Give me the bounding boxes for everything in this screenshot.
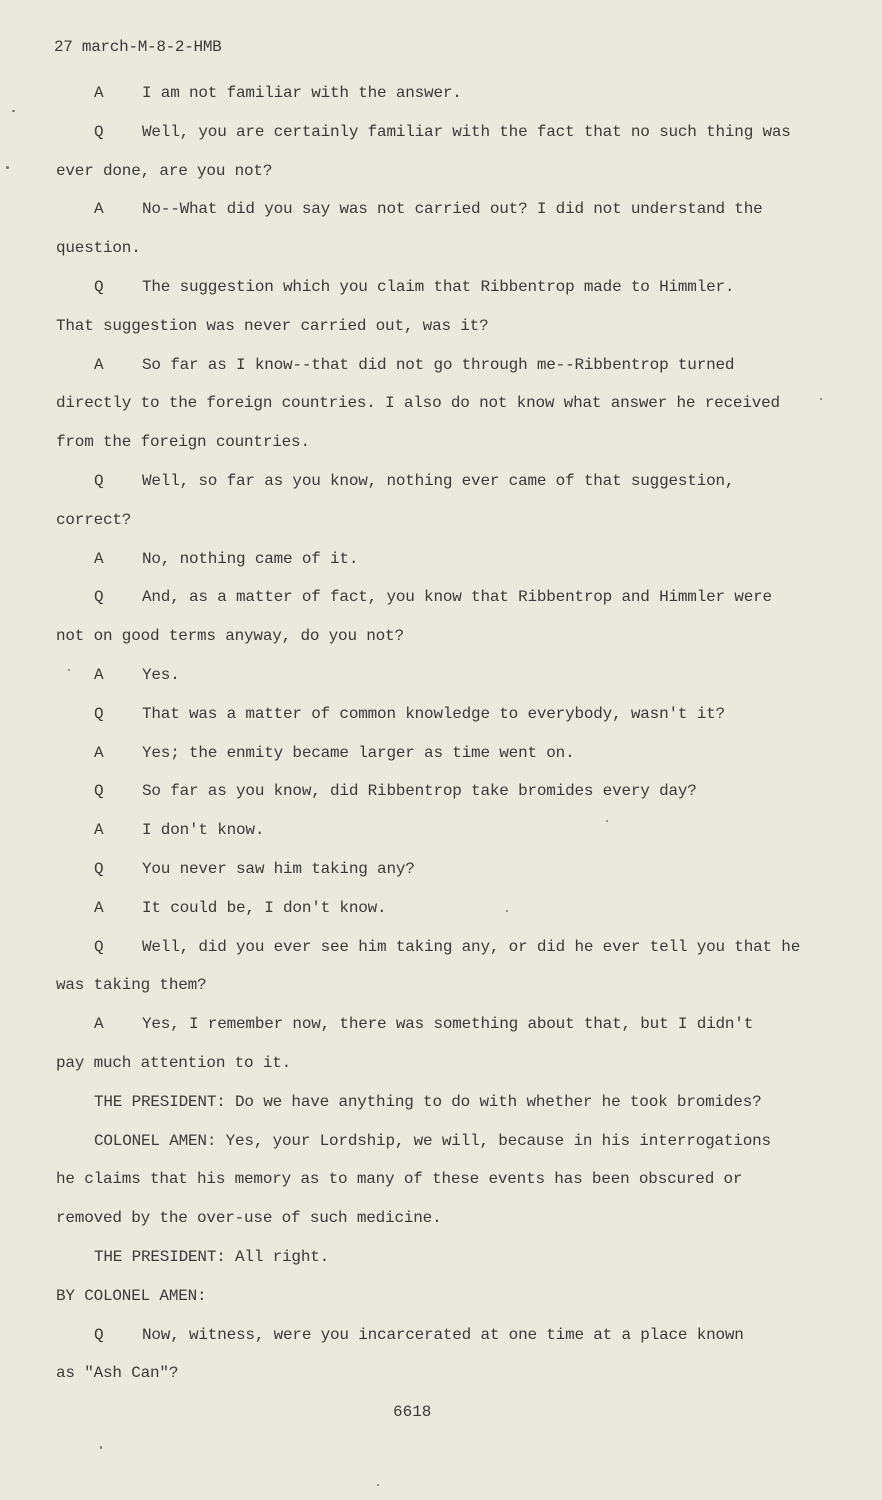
speaker-marker: A: [94, 821, 104, 840]
speaker-marker: Q: [94, 859, 104, 878]
qa-paragraph: [56, 346, 846, 462]
transcript-line: [56, 501, 846, 540]
line-text: Now, witness, were you incarcerated at one time at a place known: [142, 1325, 744, 1344]
line-text: removed by the over-use of such medicine.: [56, 1209, 442, 1228]
transcript-body: [56, 74, 846, 1393]
transcript-line: [56, 384, 846, 423]
line-text: question.: [56, 239, 141, 258]
transcript-line: [56, 966, 846, 1005]
qa-paragraph: [56, 1316, 846, 1394]
page-number: 6618: [393, 1403, 432, 1421]
line-text: So far as you know, did Ribbentrop take bromides every day?: [142, 782, 697, 801]
speech-paragraph: [56, 1238, 846, 1277]
line-text: pay much attention to it.: [56, 1053, 292, 1072]
speaker-marker: Q: [94, 937, 104, 956]
transcript-line: [56, 1238, 846, 1277]
transcript-line: [56, 617, 846, 656]
line-text: correct?: [56, 510, 132, 529]
paper-speck: [100, 1446, 102, 1449]
speaker-marker: A: [94, 743, 104, 762]
transcript-line: [56, 462, 846, 501]
transcript-line: [56, 1354, 846, 1393]
transcript-line: [56, 229, 846, 268]
transcript-line: [56, 1083, 846, 1122]
line-text: Well, did you ever see him taking any, or did he ever tell you that he: [142, 937, 801, 956]
paper-speck: [506, 910, 508, 912]
line-text: The suggestion which you claim that Ribbentrop made to Himmler.: [142, 277, 735, 296]
line-text: No--What did you say was not carried out? I did not understand the: [142, 200, 763, 219]
line-text: Yes.: [142, 665, 180, 684]
line-text: No, nothing came of it.: [142, 549, 359, 568]
qa-paragraph: [56, 734, 846, 773]
line-text: I am not familiar with the answer.: [142, 84, 462, 102]
paper-speck: [820, 398, 822, 400]
qa-paragraph: [56, 578, 846, 656]
speaker-marker: A: [94, 200, 104, 219]
line-text: That suggestion was never carried out, was it?: [56, 316, 489, 335]
transcript-line: [56, 307, 846, 346]
transcript-line: [56, 1199, 846, 1238]
transcript-line: [56, 811, 846, 850]
speaker-marker: A: [94, 665, 104, 684]
line-text: was taking them?: [56, 976, 207, 995]
line-text: directly to the foreign countries. I also do not know what answer he received: [56, 394, 780, 413]
transcript-line: [56, 695, 846, 734]
transcript-line: [56, 113, 846, 152]
speaker-marker: Q: [94, 704, 104, 723]
speaker-marker: Q: [94, 471, 104, 490]
line-text: Well, so far as you know, nothing ever came of that suggestion,: [142, 471, 735, 490]
qa-paragraph: [56, 850, 846, 889]
speaker-marker: A: [94, 898, 104, 917]
line-text: It could be, I don't know.: [142, 898, 387, 917]
transcript-line: [56, 74, 846, 113]
paper-speck: [6, 166, 9, 169]
transcript-line: [56, 1044, 846, 1083]
speech-paragraph: [56, 1122, 846, 1238]
line-text: THE PRESIDENT: Do we have anything to do with whether he took bromides?: [94, 1092, 762, 1111]
paper-speck: [606, 820, 608, 822]
line-text: as "Ash Can"?: [56, 1364, 179, 1383]
transcript-line: [56, 1316, 846, 1355]
qa-paragraph: [56, 540, 846, 579]
line-text: Well, you are certainly familiar with the fact that no such thing was: [142, 122, 791, 141]
transcript-line: [56, 268, 846, 307]
transcript-line: [56, 1122, 846, 1161]
transcript-line: [56, 928, 846, 967]
line-text: I don't know.: [142, 821, 265, 840]
line-text: Yes; the enmity became larger as time went on.: [142, 743, 575, 762]
line-text: not on good terms anyway, do you not?: [56, 627, 404, 646]
transcript-line: [56, 772, 846, 811]
line-text: COLONEL AMEN: Yes, your Lordship, we will, because in his interrogations: [94, 1131, 771, 1150]
transcript-line: [56, 152, 846, 191]
transcript-line: [56, 423, 846, 462]
line-text: Yes, I remember now, there was something about that, but I didn't: [142, 1015, 754, 1034]
speaker-marker: Q: [94, 277, 104, 296]
transcript-line: [56, 190, 846, 229]
transcript-line: [56, 1277, 846, 1316]
speaker-marker: A: [94, 355, 104, 374]
line-text: That was a matter of common knowledge to everybody, wasn't it?: [142, 704, 725, 723]
qa-paragraph: [56, 190, 846, 268]
speaker-marker: A: [94, 84, 104, 102]
qa-paragraph: [56, 928, 846, 1006]
qa-paragraph: [56, 74, 846, 113]
qa-paragraph: [56, 889, 846, 928]
line-text: And, as a matter of fact, you know that Ribbentrop and Himmler were: [142, 588, 772, 607]
line-text: THE PRESIDENT: All right.: [94, 1247, 330, 1266]
paper-speck: [68, 669, 70, 671]
speaker-marker: A: [94, 1015, 104, 1034]
qa-paragraph: [56, 1005, 846, 1083]
qa-paragraph: [56, 268, 846, 346]
speaker-marker: Q: [94, 588, 104, 607]
speaker-marker: Q: [94, 782, 104, 801]
transcript-line: [56, 850, 846, 889]
transcript-line: [56, 1005, 846, 1044]
qa-paragraph: [56, 462, 846, 540]
speech-paragraph: [56, 1083, 846, 1122]
transcript-line: [56, 1160, 846, 1199]
paper-speck: [12, 110, 15, 112]
qa-paragraph: [56, 656, 846, 695]
line-text: So far as I know--that did not go through me--Ribbentrop turned: [142, 355, 735, 374]
transcript-line: [56, 656, 846, 695]
line-text: he claims that his memory as to many of these events has been obscured or: [56, 1170, 743, 1189]
section-heading: [56, 1277, 846, 1316]
line-text: ever done, are you not?: [56, 161, 273, 180]
line-text: from the foreign countries.: [56, 433, 310, 452]
qa-paragraph: [56, 811, 846, 850]
qa-paragraph: [56, 113, 846, 191]
qa-paragraph: [56, 695, 846, 734]
transcript-line: [56, 889, 846, 928]
speaker-marker: Q: [94, 122, 104, 141]
qa-paragraph: [56, 772, 846, 811]
line-text: BY COLONEL AMEN:: [56, 1286, 207, 1305]
speaker-marker: Q: [94, 1325, 104, 1344]
transcript-line: [56, 540, 846, 579]
paper-speck: [377, 1484, 379, 1486]
transcript-line: [56, 346, 846, 385]
transcript-line: [56, 734, 846, 773]
page-header: 27 march-M-8-2-HMB: [54, 38, 222, 56]
transcript-line: [56, 578, 846, 617]
speaker-marker: A: [94, 549, 104, 568]
line-text: You never saw him taking any?: [142, 859, 415, 878]
